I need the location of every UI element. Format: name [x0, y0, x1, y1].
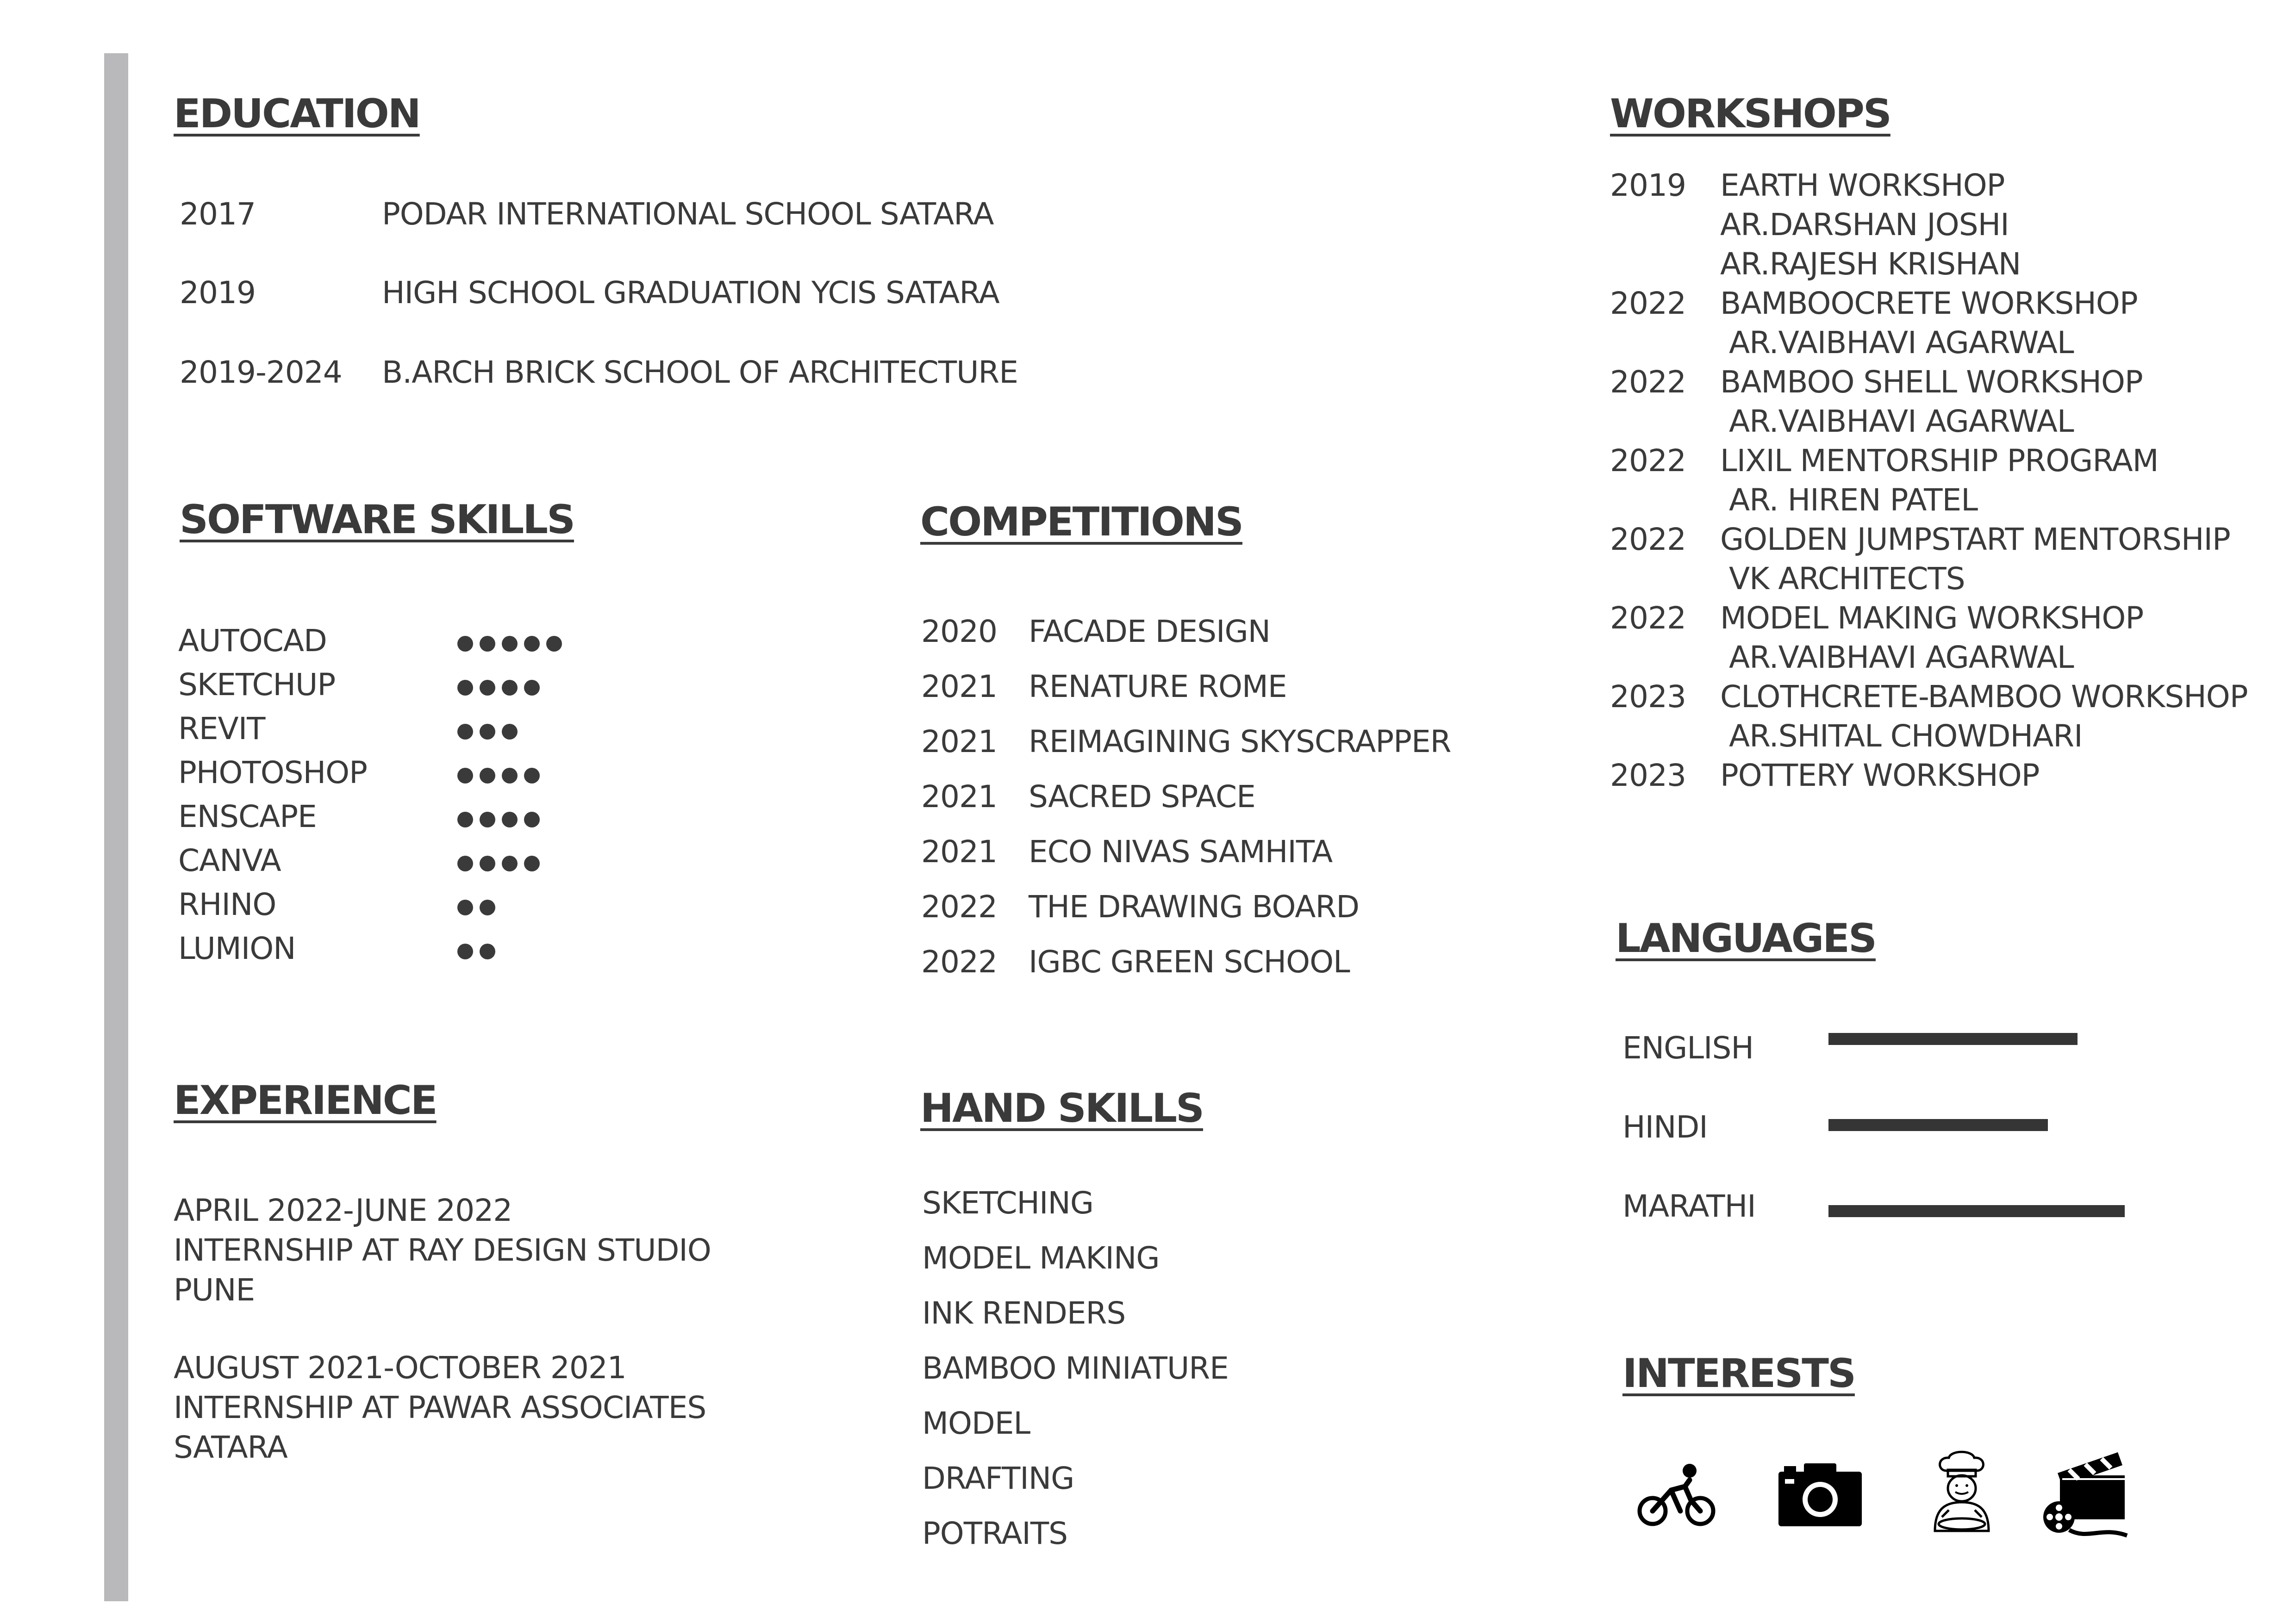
education-year: 2017 — [180, 196, 256, 232]
language-name: ENGLISH — [1622, 1030, 1753, 1066]
software-skill-name: SKETCHUP — [178, 667, 336, 703]
workshop-mentor: VK ARCHITECTS — [1729, 561, 1965, 597]
skill-level-dots — [457, 856, 540, 871]
skill-level-dot — [480, 900, 495, 915]
camera-icon — [1778, 1461, 1862, 1526]
competition-year: 2020 — [921, 614, 997, 649]
hand-skill-item: POTRAITS — [922, 1516, 1068, 1551]
workshop-mentor: AR.VAIBHAVI AGARWAL — [1729, 404, 2074, 439]
interests-heading: INTERESTS — [1622, 1350, 1855, 1397]
skill-level-dot — [480, 680, 495, 696]
workshop-title: CLOTHCRETE-BAMBOO WORKSHOP — [1720, 679, 2248, 715]
competition-name: IGBC GREEN SCHOOL — [1029, 944, 1350, 980]
workshop-year: 2022 — [1610, 364, 1686, 400]
workshop-title: POTTERY WORKSHOP — [1720, 758, 2040, 793]
education-heading: EDUCATION — [174, 91, 420, 137]
software-skill-name: LUMION — [178, 931, 296, 966]
competition-name: REIMAGINING SKYSCRAPPER — [1029, 724, 1451, 759]
skill-level-dot — [457, 812, 473, 827]
education-school: B.ARCH BRICK SCHOOL OF ARCHITECTURE — [382, 354, 1018, 390]
software-skill-name: PHOTOSHOP — [178, 755, 367, 790]
competition-year: 2021 — [921, 834, 997, 870]
skill-level-dot — [480, 944, 495, 959]
workshop-year: 2022 — [1610, 286, 1686, 321]
software-skill-name: REVIT — [178, 711, 265, 746]
competition-name: THE DRAWING BOARD — [1029, 889, 1360, 925]
competition-name: SACRED SPACE — [1029, 779, 1255, 815]
hand-skill-item: BAMBOO MINIATURE — [922, 1350, 1229, 1386]
workshop-title: EARTH WORKSHOP — [1720, 168, 2005, 203]
skill-level-dot — [524, 856, 540, 871]
competitions-heading: COMPETITIONS — [920, 499, 1242, 545]
workshop-title: BAMBOO SHELL WORKSHOP — [1720, 364, 2143, 400]
software-skill-name: RHINO — [178, 887, 276, 922]
skill-level-dots — [457, 944, 495, 959]
workshop-mentor: AR.SHITAL CHOWDHARI — [1729, 718, 2083, 754]
software-skill-name: ENSCAPE — [178, 799, 317, 834]
skill-level-dots — [457, 900, 495, 915]
language-name: MARATHI — [1622, 1188, 1756, 1224]
workshop-mentor: AR.RAJESH KRISHAN — [1720, 246, 2021, 282]
skill-level-dots — [457, 680, 540, 696]
language-proficiency-bar — [1828, 1033, 2078, 1045]
skill-level-dot — [457, 680, 473, 696]
film-clapperboard-icon — [2041, 1448, 2129, 1540]
workshop-year: 2023 — [1610, 758, 1686, 793]
skill-level-dot — [480, 724, 495, 740]
chef-icon — [1921, 1448, 2002, 1536]
skill-level-dot — [524, 768, 540, 784]
software-skill-name: AUTOCAD — [178, 623, 327, 659]
experience-role: INTERNSHIP AT RAY DESIGN STUDIO — [174, 1232, 711, 1268]
experience-heading: EXPERIENCE — [174, 1077, 437, 1124]
workshop-mentor: AR.VAIBHAVI AGARWAL — [1729, 640, 2074, 675]
skill-level-dot — [502, 856, 518, 871]
skill-level-dot — [457, 900, 473, 915]
workshop-year: 2022 — [1610, 522, 1686, 557]
experience-dates: AUGUST 2021-OCTOBER 2021 — [174, 1350, 626, 1386]
workshop-year: 2023 — [1610, 679, 1686, 715]
experience-location: SATARA — [174, 1430, 287, 1465]
skill-level-dots — [457, 724, 518, 740]
skill-level-dot — [524, 680, 540, 696]
skill-level-dot — [480, 768, 495, 784]
language-proficiency-bar — [1828, 1119, 2048, 1131]
skill-level-dot — [524, 636, 540, 652]
competition-year: 2021 — [921, 669, 997, 704]
software-skills-heading: SOFTWARE SKILLS — [180, 497, 574, 543]
competition-year: 2022 — [921, 889, 997, 925]
competition-name: ECO NIVAS SAMHITA — [1029, 834, 1333, 870]
side-accent-bar — [104, 53, 128, 1601]
skill-level-dot — [457, 724, 473, 740]
skill-level-dot — [480, 636, 495, 652]
education-year: 2019 — [180, 275, 256, 311]
skill-level-dot — [546, 636, 562, 652]
languages-heading: LANGUAGES — [1616, 915, 1876, 962]
software-skill-name: CANVA — [178, 843, 281, 878]
workshop-mentor: AR.DARSHAN JOSHI — [1720, 207, 2009, 243]
competition-name: RENATURE ROME — [1029, 669, 1287, 704]
experience-dates: APRIL 2022-JUNE 2022 — [174, 1193, 512, 1228]
workshop-title: LIXIL MENTORSHIP PROGRAM — [1720, 443, 2159, 479]
competition-year: 2022 — [921, 944, 997, 980]
education-school: HIGH SCHOOL GRADUATION YCIS SATARA — [382, 275, 999, 311]
skill-level-dot — [502, 768, 518, 784]
skill-level-dot — [502, 724, 518, 740]
skill-level-dots — [457, 812, 540, 827]
competition-name: FACADE DESIGN — [1029, 614, 1271, 649]
skill-level-dot — [524, 812, 540, 827]
experience-location: PUNE — [174, 1272, 255, 1308]
competition-year: 2021 — [921, 724, 997, 759]
skill-level-dot — [457, 856, 473, 871]
hand-skill-item: MODEL — [922, 1405, 1030, 1441]
hand-skill-item: DRAFTING — [922, 1461, 1074, 1496]
workshop-title: MODEL MAKING WORKSHOP — [1720, 600, 2144, 636]
skill-level-dot — [457, 944, 473, 959]
workshops-heading: WORKSHOPS — [1610, 91, 1890, 137]
hand-skill-item: INK RENDERS — [922, 1295, 1126, 1331]
hand-skill-item: SKETCHING — [922, 1185, 1094, 1221]
workshop-year: 2022 — [1610, 600, 1686, 636]
skill-level-dots — [457, 636, 562, 652]
workshop-mentor: AR. HIREN PATEL — [1729, 482, 1978, 518]
education-year: 2019-2024 — [180, 354, 342, 390]
skill-level-dot — [502, 636, 518, 652]
workshop-year: 2019 — [1610, 168, 1686, 203]
cycling-icon — [1636, 1458, 1717, 1532]
education-school: PODAR INTERNATIONAL SCHOOL SATARA — [382, 196, 994, 232]
language-proficiency-bar — [1828, 1205, 2125, 1217]
skill-level-dots — [457, 768, 540, 784]
experience-role: INTERNSHIP AT PAWAR ASSOCIATES — [174, 1390, 706, 1425]
skill-level-dot — [457, 636, 473, 652]
language-name: HINDI — [1622, 1109, 1708, 1145]
hand-skill-item: MODEL MAKING — [922, 1240, 1160, 1276]
workshop-year: 2022 — [1610, 443, 1686, 479]
skill-level-dot — [502, 680, 518, 696]
skill-level-dot — [457, 768, 473, 784]
workshop-title: GOLDEN JUMPSTART MENTORSHIP — [1720, 522, 2230, 557]
hand-skills-heading: HAND SKILLS — [920, 1085, 1203, 1132]
skill-level-dot — [480, 812, 495, 827]
competition-year: 2021 — [921, 779, 997, 815]
workshop-title: BAMBOOCRETE WORKSHOP — [1720, 286, 2138, 321]
skill-level-dot — [480, 856, 495, 871]
skill-level-dot — [502, 812, 518, 827]
workshop-mentor: AR.VAIBHAVI AGARWAL — [1729, 325, 2074, 361]
